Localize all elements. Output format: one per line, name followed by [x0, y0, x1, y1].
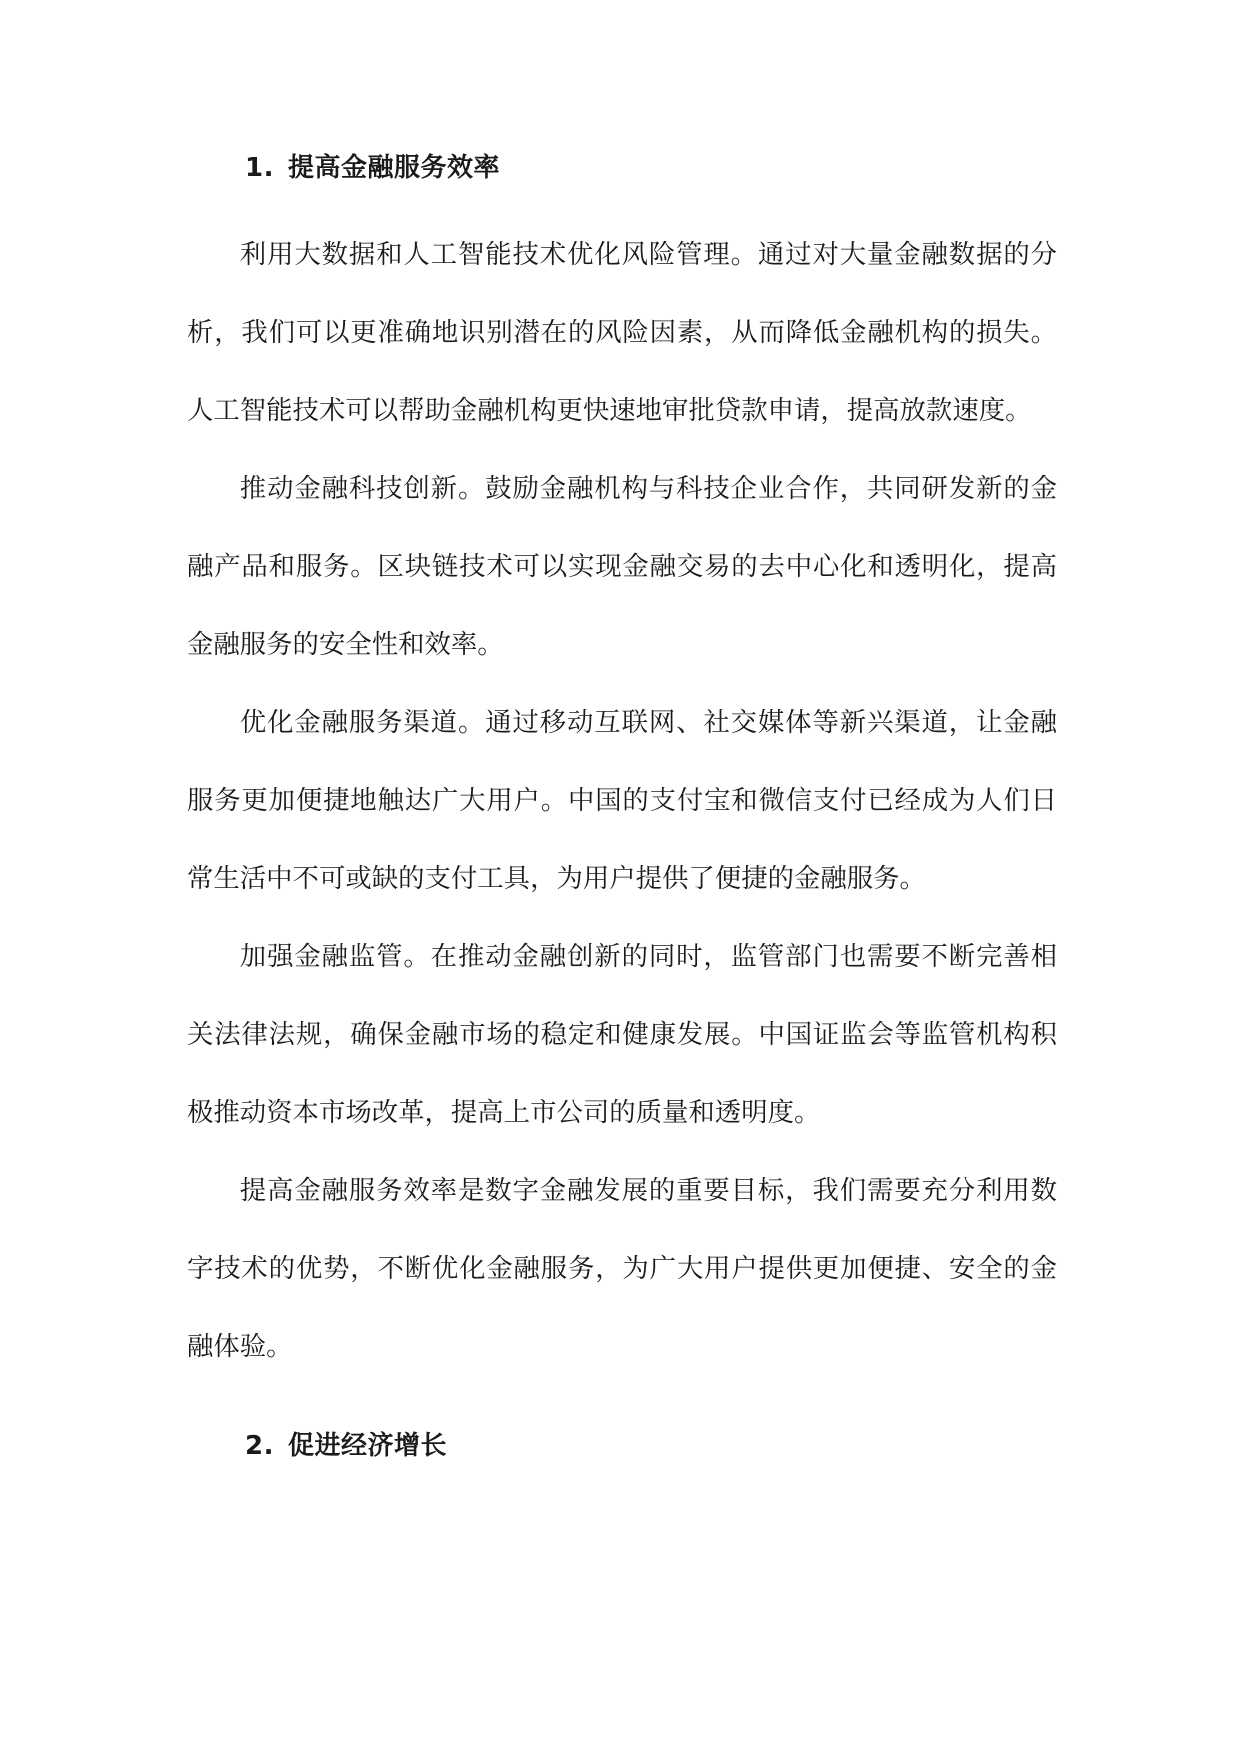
document-body — [187, 138, 1057, 1476]
paragraph-fintech-innovation: 推动金融科技创新。鼓励金融机构与科技企业合作，共同研发新的金融产品和服务。区块链技术可以实现金融交易的去中心化和透明化，提高金融服务的安全性和效率。 — [187, 473, 1057, 660]
section-title: 促进经济增长 — [287, 1431, 447, 1461]
section-number: 1. — [245, 153, 274, 183]
section-heading-1 — [187, 138, 1057, 198]
paragraph-summary: 提高金融服务效率是数字金融发展的重要目标，我们需要充分利用数字技术的优势，不断优化金融服务，为广大用户提供更加便捷、安全的金融体验。 — [187, 1175, 1057, 1362]
paragraph-regulation: 加强金融监管。在推动金融创新的同时，监管部门也需要不断完善相关法律法规，确保金融市场的稳定和健康发展。中国证监会等监管机构积极推动资本市场改革，提高上市公司的质量和透明度。 — [187, 941, 1057, 1128]
paragraph-risk-management: 利用大数据和人工智能技术优化风险管理。通过对大量金融数据的分析，我们可以更准确地识别潜在的风险因素，从而降低金融机构的损失。人工智能技术可以帮助金融机构更快速地审批贷款申请，提高放款速度。 — [187, 239, 1057, 426]
paragraph-service-channels: 优化金融服务渠道。通过移动互联网、社交媒体等新兴渠道，让金融服务更加便捷地触达广大用户。中国的支付宝和微信支付已经成为人们日常生活中不可或缺的支付工具，为用户提供了便捷的金融服务。 — [187, 707, 1057, 894]
section-heading-2 — [187, 1416, 1057, 1476]
section-title: 提高金融服务效率 — [287, 153, 500, 183]
section-number: 2. — [245, 1431, 274, 1461]
